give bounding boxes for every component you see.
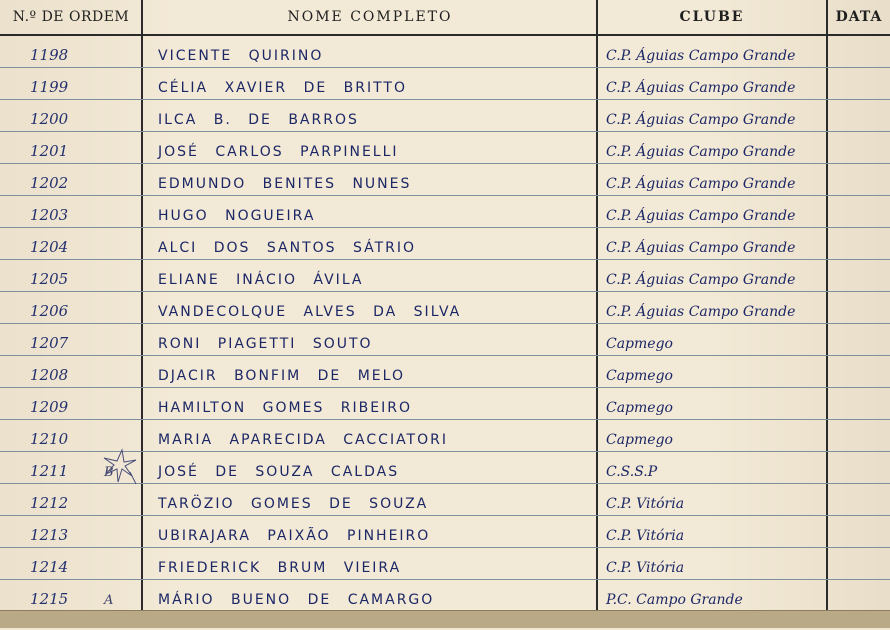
row-number: 1206 [30,302,69,320]
row-number: 1215 [30,590,69,608]
row-number: 1211 [30,462,69,480]
row-name: UBIRAJARA PAIXÃO PINHEIRO [158,528,431,544]
registry-rows [0,36,890,630]
row-margin-mark: B [104,465,114,480]
table-row [0,580,890,612]
table-row [0,484,890,516]
row-number: 1207 [30,334,69,352]
row-name: ILCA B. DE BARROS [158,112,359,128]
row-club: C.P. Águias Campo Grande [606,272,796,288]
row-number: 1201 [30,142,69,160]
row-name: JOSÉ CARLOS PARPINELLI [158,144,399,160]
row-club: C.P. Águias Campo Grande [606,112,796,128]
row-number: 1203 [30,206,69,224]
row-name: ALCI DOS SANTOS SÁTRIO [158,240,417,256]
row-name: TARÖZIO GOMES DE SOUZA [158,496,429,512]
row-number: 1202 [30,174,69,192]
table-row [0,36,890,68]
row-club: C.P. Águias Campo Grande [606,48,796,64]
star-annotation-icon [92,438,142,488]
row-number: 1209 [30,398,69,416]
row-name: HUGO NOGUEIRA [158,208,316,224]
row-number: 1199 [30,78,69,96]
row-club: C.P. Águias Campo Grande [606,208,796,224]
row-club: Capmego [606,336,673,352]
row-number: 1213 [30,526,69,544]
row-number: 1208 [30,366,69,384]
row-name: ELIANE INÁCIO ÁVILA [158,272,364,288]
row-club: Capmego [606,400,673,416]
row-name: VICENTE QUIRINO [158,48,324,64]
row-name: DJACIR BONFIM DE MELO [158,368,405,384]
table-row [0,516,890,548]
table-row [0,388,890,420]
row-number: 1200 [30,110,69,128]
table-row [0,548,890,580]
row-club: C.P. Águias Campo Grande [606,304,796,320]
header-nome: NOME COMPLETO [287,9,453,25]
row-club: P.C. Campo Grande [606,592,743,608]
row-club: C.P. Vitória [606,528,685,544]
row-club: C.S.S.P [606,464,658,480]
table-row [0,164,890,196]
row-name: VANDECOLQUE ALVES DA SILVA [158,304,462,320]
row-name: CÉLIA XAVIER DE BRITTO [158,80,407,96]
table-row [0,132,890,164]
row-name: MÁRIO BUENO DE CAMARGO [158,592,435,608]
row-number: 1205 [30,270,69,288]
table-row [0,100,890,132]
row-name: JOSÉ DE SOUZA CALDAS [158,464,400,480]
row-number: 1204 [30,238,69,256]
table-row [0,68,890,100]
row-club: C.P. Águias Campo Grande [606,80,796,96]
table-row [0,292,890,324]
row-number: 1210 [30,430,69,448]
table-row [0,356,890,388]
header-ordem: N.º DE ORDEM [12,9,130,25]
row-club: C.P. Vitória [606,560,685,576]
row-number: 1198 [30,46,69,64]
row-name: MARIA APARECIDA CACCIATORI [158,432,448,448]
page-bottom-edge [0,610,890,628]
row-club: C.P. Vitória [606,496,685,512]
row-club: C.P. Águias Campo Grande [606,176,796,192]
table-row [0,228,890,260]
row-club: Capmego [606,368,673,384]
row-margin-mark: A [104,593,114,608]
header-data: DATA [835,9,883,25]
table-header [0,0,890,36]
row-name: RONI PIAGETTI SOUTO [158,336,373,352]
table-row [0,324,890,356]
row-number: 1212 [30,494,69,512]
header-clube: CLUBE [679,9,745,25]
row-club: Capmego [606,432,673,448]
table-row [0,196,890,228]
table-row [0,260,890,292]
row-number: 1214 [30,558,69,576]
row-club: C.P. Águias Campo Grande [606,144,796,160]
row-name: HAMILTON GOMES RIBEIRO [158,400,412,416]
row-name: EDMUNDO BENITES NUNES [158,176,412,192]
row-name: FRIEDERICK BRUM VIEIRA [158,560,402,576]
row-club: C.P. Águias Campo Grande [606,240,796,256]
